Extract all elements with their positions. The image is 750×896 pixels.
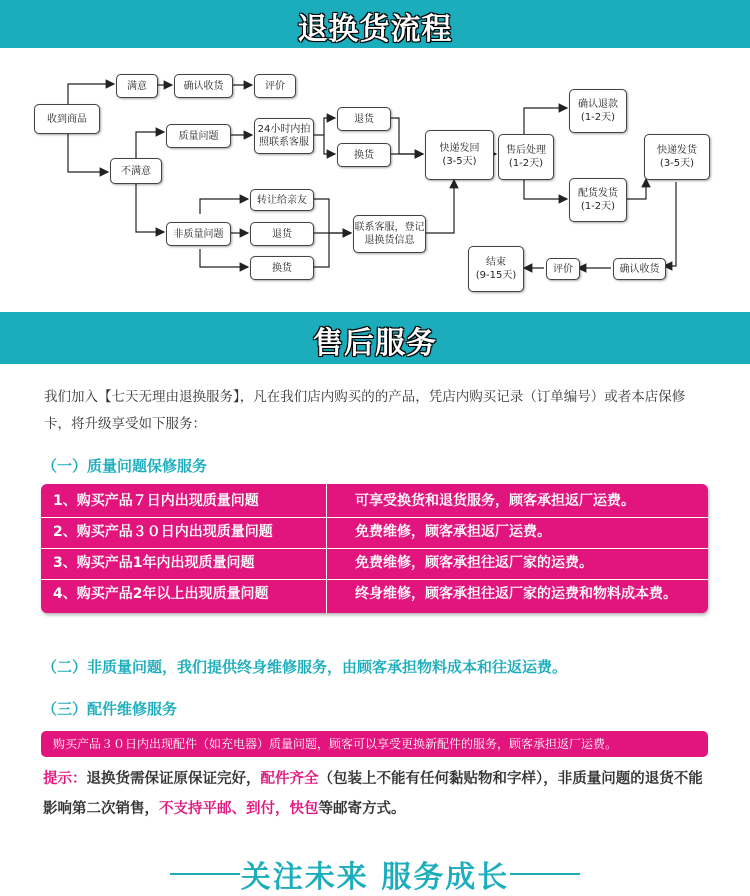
warranty-service: 终身维修，顾客承担往返厂家的运费和物料成本费。 xyxy=(355,586,677,602)
parts-repair-notice: 购买产品３０日内出现配件（如充电器）质量问题，顾客可以享受更换新配件的服务，顾客承担返厂运费。 xyxy=(41,731,708,757)
warranty-issue: 2、购买产品３０日内出现质量问题 xyxy=(53,524,273,540)
node-express-ship: 快递发货 (3-5天) xyxy=(644,134,710,180)
warranty-table xyxy=(41,484,708,613)
section-non-quality-title: （二）非质量问题，我们提供终身维修服务，由顾客承担物料成本和往返运费。 xyxy=(42,658,568,676)
node-confirm-receipt-1: 确认收货 xyxy=(174,74,233,98)
table-row xyxy=(41,486,708,516)
tip-label: 提示： xyxy=(43,771,87,787)
warranty-issue: 3、购买产品1年内出现质量问题 xyxy=(53,555,255,571)
warranty-service: 免费维修，顾客承担往返厂家的运费。 xyxy=(355,555,593,571)
node-return-2: 退货 xyxy=(250,222,314,246)
tip-highlight-shipping: 不支持平邮、到付，快包 xyxy=(159,801,319,817)
table-row xyxy=(41,548,708,578)
tip-text xyxy=(43,764,711,824)
node-review-1: 评价 xyxy=(254,74,296,98)
tip-part-3: 等邮寄方式。 xyxy=(318,801,406,817)
warranty-issue: 1、购买产品７日内出现质量问题 xyxy=(53,493,259,509)
process-title: 退换货流程 xyxy=(297,12,453,47)
node-non-quality-issue: 非质量问题 xyxy=(166,222,231,246)
node-review-2: 评价 xyxy=(546,258,580,280)
warranty-issue: 4、购买产品2年以上出现质量问题 xyxy=(53,586,269,602)
node-ship-parts: 配货发货 (1-2天) xyxy=(569,178,627,222)
node-exchange-2: 换货 xyxy=(250,256,314,280)
table-row xyxy=(41,579,708,609)
tip-part-2: （包装上不能有任何黏贴物和字样），非质量问题的退货不能影响第二次销售， xyxy=(43,771,703,817)
return-process-flowchart xyxy=(24,54,724,304)
column-divider xyxy=(326,484,327,613)
node-after-sale: 售后处理 (1-2天) xyxy=(498,134,554,180)
warranty-service: 可享受换货和退货服务，顾客承担返厂运费。 xyxy=(355,493,635,509)
service-intro: 我们加入【七天无理由退换服务】，凡在我们店内购买的的产品，凭店内购买记录（订单编号）或者本店保修卡，将升级享受如下服务： xyxy=(44,389,686,432)
node-express-back: 快递发回 (3-5天) xyxy=(425,130,494,180)
node-unsatisfied: 不满意 xyxy=(110,158,162,184)
warranty-service: 免费维修，顾客承担返厂运费。 xyxy=(355,524,551,540)
node-quality-issue: 质量问题 xyxy=(166,124,231,148)
tip-part-1: 退换货需保证原保证完好， xyxy=(86,771,261,787)
table-row xyxy=(41,517,708,547)
tip-highlight-parts: 配件齐全 xyxy=(260,771,319,787)
after-sales-title: 售后服务 xyxy=(313,326,437,361)
node-contact-register: 联系客服，登记退换货信息 xyxy=(353,215,426,253)
slogan: 关注未来 服务成长 xyxy=(240,860,510,895)
node-received: 收到商品 xyxy=(34,104,100,134)
node-end: 结束 (9-15天) xyxy=(468,246,524,292)
node-confirm-receipt-2: 确认收货 xyxy=(613,258,666,280)
section-quality-warranty-title: （一）质量问题保修服务 xyxy=(42,457,208,475)
node-satisfied: 满意 xyxy=(116,74,158,98)
node-transfer-to-friends: 转让给亲友 xyxy=(250,189,314,211)
node-photo-contact: 24小时内拍照联系客服 xyxy=(254,118,314,154)
node-exchange-1: 换货 xyxy=(337,143,391,167)
node-return-1: 退货 xyxy=(337,107,391,131)
node-confirm-refund: 确认退款 (1-2天) xyxy=(569,89,627,133)
section-parts-repair-title: （三）配件维修服务 xyxy=(42,700,178,718)
